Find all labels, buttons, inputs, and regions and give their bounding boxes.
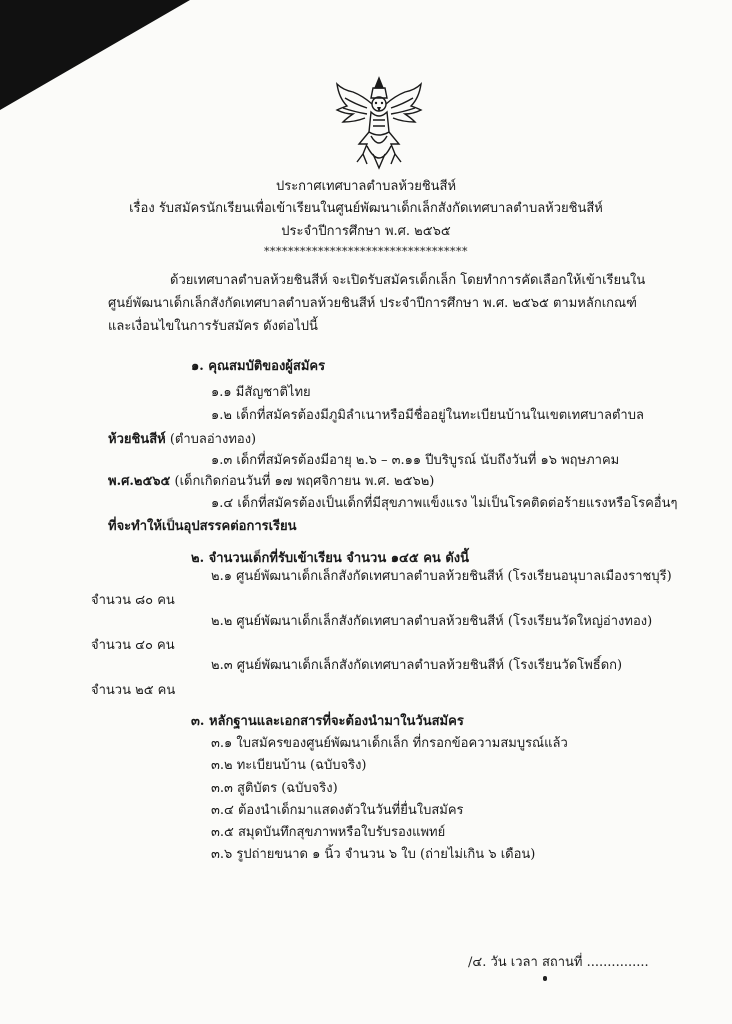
section-2-item: ๒.๑ ศูนย์พัฒนาเด็กเล็กสังกัดเทศบาลตำบลห้วยชินสีห์ (โรงเรียนอนุบาลเมืองราชบุรี) (211, 569, 672, 584)
announcement-heading: ประกาศเทศบาลตำบลห้วยชินสีห์ (275, 179, 457, 194)
section-3-item: ๓.๔ ต้องนำเด็กมาแสดงตัวในวันที่ยื่นใบสมัคร (211, 803, 464, 818)
section-1-item-continuation (108, 473, 434, 491)
section-3-item: ๓.๒ ทะเบียนบ้าน (ฉบับจริง) (211, 758, 367, 773)
section-2-count: จำนวน ๘๐ คน (91, 593, 175, 608)
section-3-item: ๓.๓ สูติบัตร (ฉบับจริง) (211, 781, 338, 796)
intro-paragraph-line: ด้วยเทศบาลตำบลห้วยชินสีห์ จะเปิดรับสมัครเด็กเล็ก โดยทำการคัดเลือกให้เข้าเรียนใน (170, 273, 646, 288)
garuda-emblem-icon (333, 74, 425, 174)
separator-stars: ********************************** (264, 245, 468, 258)
section-3-item: ๓.๕ สมุดบันทึกสุขภาพหรือใบรับรองแพทย์ (211, 825, 446, 840)
section-1-item: ๑.๓ เด็กที่สมัครต้องมีอายุ ๒.๖ – ๓.๑๑ ปีบริบูรณ์ นับถึงวันที่ ๑๖ พฤษภาคม (211, 453, 620, 468)
section-1-item: ๑.๑ มีสัญชาติไทย (211, 385, 311, 400)
bold-text: พ.ศ.๒๕๖๕ (108, 474, 171, 489)
section-3-title: ๓. หลักฐานและเอกสารที่จะต้องนำมาในวันสมัคร (191, 714, 464, 729)
scan-mark (543, 976, 547, 981)
section-3-item: ๓.๑ ใบสมัครของศูนย์พัฒนาเด็กเล็ก ที่กรอกข้อความสมบูรณ์แล้ว (211, 736, 568, 751)
bold-text: ห้วยชินสีห์ (108, 432, 166, 447)
section-3-item: ๓.๖ รูปถ่ายขนาด ๑ นิ้ว จำนวน ๖ ใบ (ถ่ายไม่เกิน ๖ เดือน) (211, 847, 536, 862)
folded-corner (0, 0, 190, 110)
page-continuation-marker: /๔. วัน เวลา สถานที่ ............... (468, 955, 649, 970)
section-1-item-continuation: ที่จะทำให้เป็นอุปสรรคต่อการเรียน (108, 519, 297, 534)
announcement-subject: เรื่อง รับสมัครนักเรียนเพื่อเข้าเรียนในศูนย์พัฒนาเด็กเล็กสังกัดเทศบาลตำบลห้วยชินสีห์ (129, 201, 603, 216)
section-2-title: ๒. จำนวนเด็กที่รับเข้าเรียน จำนวน ๑๔๕ คน ดังนี้ (191, 551, 470, 566)
section-2-item: ๒.๓ ศูนย์พัฒนาเด็กเล็กสังกัดเทศบาลตำบลห้วยชินสีห์ (โรงเรียนวัดโพธิ์ดก) (211, 658, 623, 673)
academic-year: ประจำปีการศึกษา พ.ศ. ๒๕๖๕ (281, 224, 451, 239)
section-2-count: จำนวน ๒๕ คน (91, 683, 176, 698)
section-1-item-continuation (108, 431, 256, 449)
plain-text: (เด็กเกิดก่อนวันที่ ๑๗ พฤศจิกายน พ.ศ. ๒๕๖๒) (170, 474, 435, 489)
section-2-count: จำนวน ๔๐ คน (91, 638, 175, 653)
intro-paragraph-line: และเงื่อนไขในการรับสมัคร ดังต่อไปนี้ (108, 319, 318, 334)
plain-text: (ตำบลอ่างทอง) (165, 432, 257, 447)
intro-paragraph-line: ศูนย์พัฒนาเด็กเล็กสังกัดเทศบาลตำบลห้วยชินสีห์ ประจำปีการศึกษา พ.ศ. ๒๕๖๕ ตามหลักเกณฑ์ (108, 296, 637, 311)
section-1-title: ๑. คุณสมบัติของผู้สมัคร (191, 359, 326, 374)
section-1-item: ๑.๔ เด็กที่สมัครต้องเป็นเด็กที่มีสุขภาพแข็งแรง ไม่เป็นโรคติดต่อร้ายแรงหรือโรคอื่นๆ (211, 496, 678, 511)
section-1-item: ๑.๒ เด็กที่สมัครต้องมีภูมิลำเนาหรือมีชื่ออยู่ในทะเบียนบ้านในเขตเทศบาลตำบล (211, 408, 644, 423)
section-2-item: ๒.๒ ศูนย์พัฒนาเด็กเล็กสังกัดเทศบาลตำบลห้วยชินสีห์ (โรงเรียนวัดใหญ่อ่างทอง) (211, 614, 653, 629)
